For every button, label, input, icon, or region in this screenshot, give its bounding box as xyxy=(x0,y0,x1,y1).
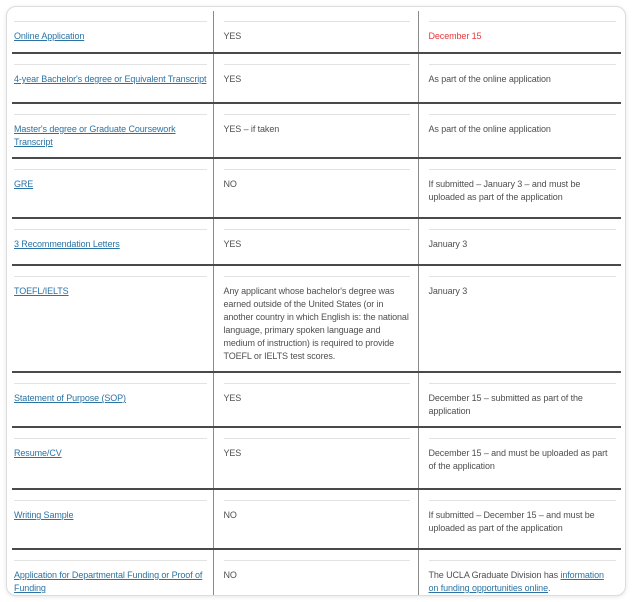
requirement-cell xyxy=(12,158,213,218)
requirement-cell xyxy=(12,427,213,489)
requirement-link[interactable]: TOEFL/IELTS xyxy=(14,286,69,296)
table-row xyxy=(12,53,621,103)
deadline-cell xyxy=(418,103,621,158)
table-row xyxy=(12,372,621,427)
requirement-link[interactable]: Master's degree or Graduate Coursework Transcript xyxy=(14,124,176,147)
required-value: YES xyxy=(223,448,242,458)
requirement-link[interactable]: GRE xyxy=(14,179,34,189)
required-cell xyxy=(213,218,418,265)
required-cell xyxy=(213,427,418,489)
required-cell xyxy=(213,103,418,158)
deadline-cell xyxy=(418,372,621,427)
requirement-cell xyxy=(12,489,213,549)
table-row xyxy=(12,218,621,265)
requirement-link[interactable]: Writing Sample xyxy=(14,510,74,520)
required-value: Any applicant whose bachelor's degree was earned outside of the United States (or in another country in which English is: the national language, primary spoken language and medium of instruction) is required to provide TOEFL or IELTS test scores. xyxy=(223,286,409,361)
requirement-link[interactable]: 3 Recommendation Letters xyxy=(14,239,120,249)
deadline-cell xyxy=(418,549,621,596)
requirement-link[interactable]: 4-year Bachelor's degree or Equivalent Transcript xyxy=(14,74,207,84)
required-cell xyxy=(213,372,418,427)
deadline-value: As part of the online application xyxy=(428,74,551,84)
required-value: YES xyxy=(223,74,242,84)
table-row xyxy=(12,427,621,489)
deadline-cell xyxy=(418,11,621,53)
required-cell xyxy=(213,489,418,549)
required-cell xyxy=(213,11,418,53)
deadline-value: December 15 xyxy=(428,31,482,41)
deadline-cell xyxy=(418,489,621,549)
required-value: YES xyxy=(223,393,242,403)
requirement-link[interactable]: Online Application xyxy=(14,31,85,41)
required-value: YES – if taken xyxy=(223,124,280,134)
deadline-value: January 3 xyxy=(428,239,468,249)
requirements-card xyxy=(6,6,626,596)
deadline-value: The UCLA Graduate Division has xyxy=(428,570,561,580)
deadline-value: December 15 – submitted as part of the application xyxy=(428,393,583,416)
table-row xyxy=(12,265,621,372)
deadline-cell xyxy=(418,218,621,265)
deadline-value: December 15 – and must be uploaded as part of the application xyxy=(428,448,608,471)
requirement-link[interactable]: Statement of Purpose (SOP) xyxy=(14,393,126,403)
required-cell xyxy=(213,53,418,103)
requirement-cell xyxy=(12,218,213,265)
required-value: YES xyxy=(223,239,242,249)
requirement-link[interactable]: Application for Departmental Funding or Proof of Funding xyxy=(14,570,203,593)
table-row xyxy=(12,158,621,218)
deadline-cell xyxy=(418,427,621,489)
deadline-value: January 3 xyxy=(428,286,468,296)
required-cell xyxy=(213,158,418,218)
required-value: NO xyxy=(223,179,237,189)
deadline-value: If submitted – December 15 – and must be uploaded as part of the application xyxy=(428,510,595,533)
requirement-cell xyxy=(12,103,213,158)
deadline-cell xyxy=(418,265,621,372)
required-value: NO xyxy=(223,570,237,580)
requirement-cell xyxy=(12,549,213,596)
deadline-value: . xyxy=(548,583,551,593)
requirements-table xyxy=(12,11,621,596)
table-row xyxy=(12,489,621,549)
deadline-value: As part of the online application xyxy=(428,124,551,134)
table-row xyxy=(12,103,621,158)
table-row xyxy=(12,549,621,596)
requirement-cell xyxy=(12,53,213,103)
requirement-cell xyxy=(12,265,213,372)
deadline-value: If submitted – January 3 – and must be uploaded as part of the application xyxy=(428,179,581,202)
required-cell xyxy=(213,265,418,372)
required-value: NO xyxy=(223,510,237,520)
table-row xyxy=(12,11,621,53)
required-value: YES xyxy=(223,31,242,41)
requirement-cell xyxy=(12,372,213,427)
deadline-cell xyxy=(418,158,621,218)
requirement-link[interactable]: Resume/CV xyxy=(14,448,62,458)
deadline-cell xyxy=(418,53,621,103)
funding-opportunities-link[interactable]: information on funding opportunities online xyxy=(428,570,604,593)
requirement-cell xyxy=(12,11,213,53)
required-cell xyxy=(213,549,418,596)
